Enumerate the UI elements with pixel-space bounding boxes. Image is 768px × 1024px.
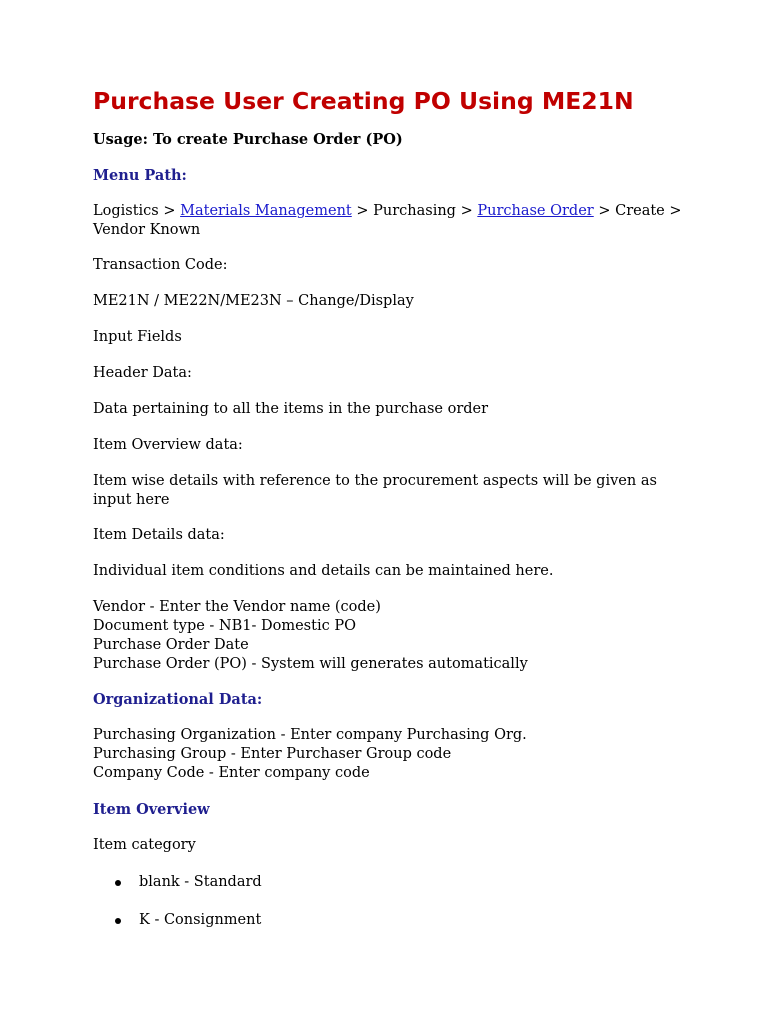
header-data-label: Header Data: (93, 365, 192, 381)
item-details-data-label: Item Details data: (93, 527, 225, 543)
menu-path-text-1: Logistics > (93, 203, 181, 219)
item-overview-data-description: Item wise details with reference to the procurement aspects will be given as input here (93, 473, 657, 508)
org-field-purchasing-group: Purchasing Group - Enter Purchaser Group code (93, 746, 452, 762)
org-field-company-code: Company Code - Enter company code (93, 765, 370, 781)
item-overview-heading: Item Overview (93, 801, 210, 818)
transaction-codes: ME21N / ME22N/ME23N – Change/Display (93, 293, 414, 309)
header-field-po-date: Purchase Order Date (93, 637, 249, 653)
item-category-consignment: K - Consignment (139, 912, 262, 928)
organizational-fields-list (93, 726, 683, 783)
menu-path-text-2: > Purchasing > (351, 203, 478, 219)
transaction-code-label: Transaction Code: (93, 257, 228, 273)
organizational-data-heading: Organizational Data: (93, 691, 263, 708)
item-category-standard: blank - Standard (139, 874, 262, 890)
menu-path-heading: Menu Path: (93, 167, 187, 184)
header-field-vendor: Vendor - Enter the Vendor name (code) (93, 599, 381, 615)
bullet-icon (115, 880, 121, 886)
header-field-document-type: Document type - NB1- Domestic PO (93, 618, 356, 634)
input-fields-label: Input Fields (93, 329, 182, 345)
item-overview-data-label: Item Overview data: (93, 437, 243, 453)
purchase-order-link[interactable]: Purchase Order (477, 203, 594, 219)
item-details-data-description: Individual item conditions and details can be maintained here. (93, 563, 554, 579)
materials-management-link[interactable]: Materials Management (180, 203, 352, 219)
item-category-label: Item category (93, 837, 196, 853)
header-fields-list (93, 598, 683, 674)
menu-path (93, 202, 683, 240)
bullet-icon (115, 918, 121, 924)
usage-line: Usage: To create Purchase Order (PO) (93, 131, 403, 148)
org-field-purchasing-organization: Purchasing Organization - Enter company Purchasing Org. (93, 727, 527, 743)
menu-path-text-3: > Create > Vendor Known (93, 203, 682, 238)
document-title: Purchase User Creating PO Using ME21N (93, 87, 634, 115)
header-field-po-number: Purchase Order (PO) - System will generates automatically (93, 656, 528, 672)
header-data-description: Data pertaining to all the items in the purchase order (93, 401, 489, 417)
